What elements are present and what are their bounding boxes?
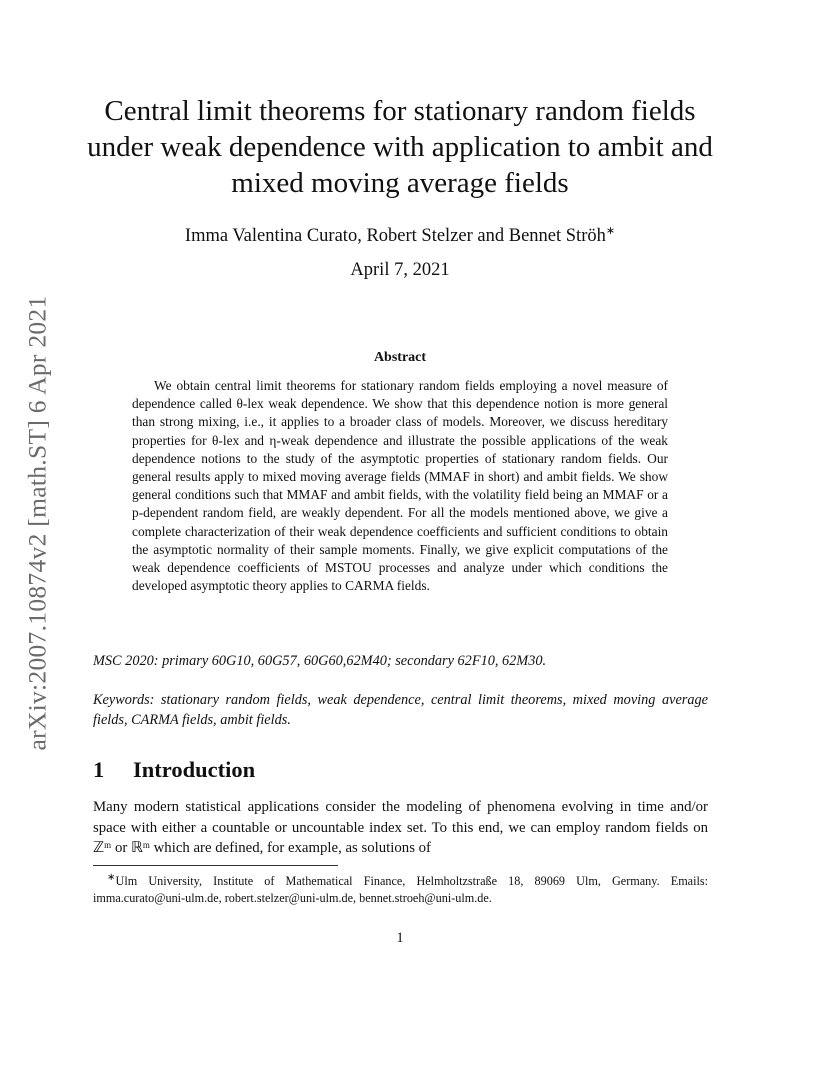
section-heading-introduction — [93, 755, 255, 785]
footnote-divider — [93, 865, 338, 866]
author-footnote-mark: ∗ — [605, 225, 616, 237]
arxiv-identifier-stamp — [18, 280, 58, 765]
abstract-heading: Abstract — [373, 350, 427, 365]
publication-date: April 7, 2021 — [350, 260, 450, 280]
author-list — [80, 219, 720, 248]
author-footnote — [93, 869, 708, 907]
author-names: Imma Valentina Curato, Robert Stelzer and Bennet Ströh — [184, 226, 606, 247]
msc-classification: MSC 2020: primary 60G10, 60G57, 60G60,62M40; secondary 62F10, 62M30. — [93, 653, 547, 669]
section-title: Introduction — [133, 757, 256, 782]
section-number: 1 — [93, 757, 105, 782]
footnote-mark: ∗ — [107, 872, 116, 883]
paper-title: Central limit theorems for stationary random fields under weak dependence with application to ambit and mixed moving average fields — [87, 95, 713, 199]
abstract-text: We obtain central limit theorems for stationary random fields employing a novel measure of dependence called θ-lex weak dependence. We show that this dependence notion is more general than strong mixing, i.e., it applies to a broader class of models. Moreover, we discuss hereditary properties for θ-lex and η-weak dependence and illustrate the possible applications of the weak dependence notions to the study of the asymptotic properties of stationary random fields. Our general results apply to mixed moving average fields (MMAF in short) and ambit fields. We show general conditions such that MMAF and ambit fields, with the volatility field being an MMAF or a p-dependent random field, are weakly dependent. For all the models mentioned above, we give a complete characterization of their weak dependence coefficients and sufficient conditions to obtain the asymptotic normality of their sample moments. Finally, we give explicit computations of the weak dependence coefficients of MSTOU processes and analyze under which conditions the developed asymptotic theory applies to CARMA fields. — [132, 378, 668, 594]
introduction-paragraph: Many modern statistical applications consider the modeling of phenomena evolving in time and/or space with either a countable or uncountable index set. To this end, we can employ random fields on ℤᵐ or ℝᵐ which are defined, for example, as solutions of — [93, 799, 708, 856]
keywords: Keywords: stationary random fields, weak dependence, central limit theorems, mixed moving average fields, CARMA fields, ambit fields. — [93, 692, 708, 728]
page-number: 1 — [396, 930, 404, 946]
footnote-text: Ulm University, Institute of Mathematical Finance, Helmholtzstraße 18, 89069 Ulm, Germany. Emails: imma.curato@uni-ulm.de, robert.stelzer@uni-ulm.de, bennet.stroeh@uni-ulm.de. — [93, 874, 708, 906]
arxiv-identifier-text: arXiv:2007.10874v2 [math.ST] 6 Apr 2021 — [23, 294, 53, 751]
